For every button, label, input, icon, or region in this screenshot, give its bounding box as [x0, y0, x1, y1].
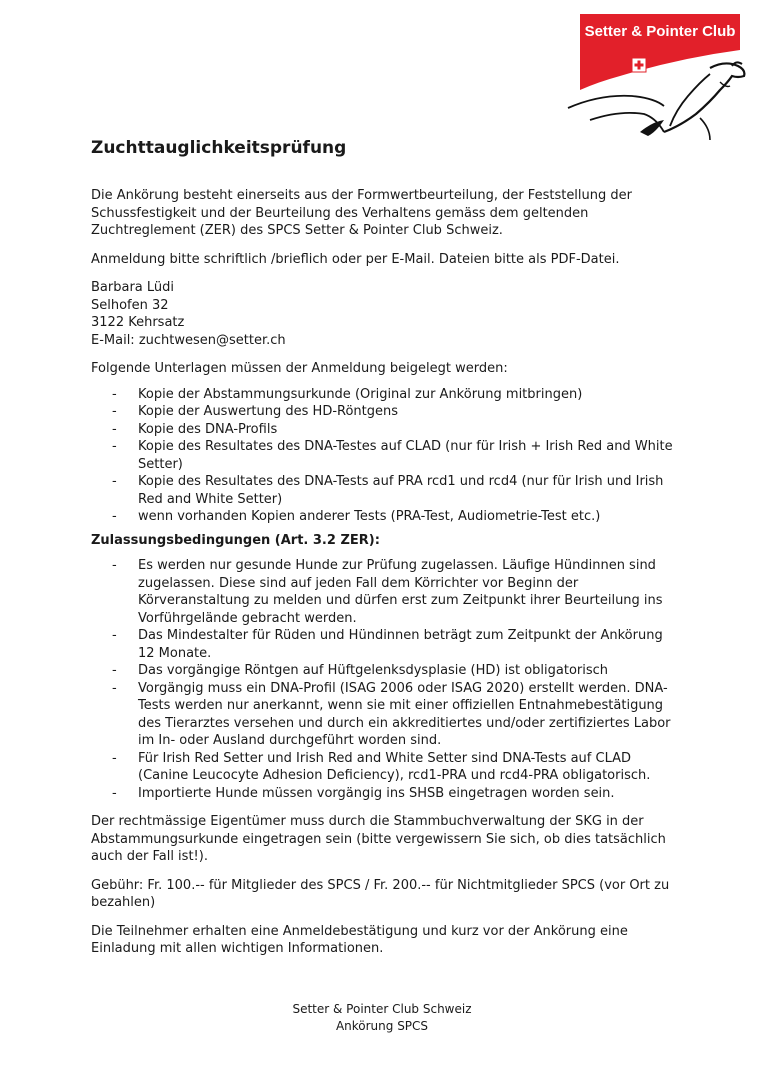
- footer-club-name: Setter & Pointer Club Schweiz: [292, 1002, 472, 1016]
- list-item: - Kopie des Resultates des DNA-Tests auf PRA rcd1 und rcd4 (nur für Irish und Irish Red and White Setter): [91, 473, 681, 508]
- list-item: - Das Mindestalter für Rüden und Hündinnen beträgt zum Zeitpunkt der Ankörung 12 Monate.: [91, 627, 681, 662]
- page-footer: [0, 1001, 764, 1035]
- list-item: - Kopie des DNA-Profils: [91, 421, 681, 439]
- list-item: - Es werden nur gesunde Hunde zur Prüfung zugelassen. Läufige Hündinnen sind zugelassen. Diese sind auf jeden Fall dem Körrichter vor Beginn der Körveranstaltung zu melden und dürfen erst zum Zeitpunkt ihrer Beurteilung ins Vorführgelände gebracht werden.: [91, 557, 681, 627]
- setter-dog-logo-icon: [560, 10, 760, 150]
- list-item: - Kopie des Resultates des DNA-Testes auf CLAD (nur für Irish + Irish Red and White Setter): [91, 438, 681, 473]
- list-item: - Importierte Hunde müssen vorgängig ins SHSB eingetragen worden sein.: [91, 785, 681, 803]
- club-logo: [560, 10, 760, 150]
- confirmation-paragraph: Die Teilnehmer erhalten eine Anmeldebestätigung und kurz vor der Ankörung eine Einladung mit allen wichtigen Informationen.: [91, 923, 628, 956]
- footer-subtitle: Ankörung SPCS: [335, 1019, 429, 1033]
- documents-list: [91, 386, 681, 526]
- list-item: - Vorgängig muss ein DNA-Profil (ISAG 2006 oder ISAG 2020) erstellt werden. DNA-Tests werden nur anerkannt, wenn sie mit einer offiziellen Entnahmebestätigung des Tierarztes versehen und durch ein akkreditiertes und/oder zertifiziertes Labor im In- oder Ausland durchgeführt worden sind.: [91, 680, 681, 750]
- contact-email: E-Mail: zuchtwesen@setter.ch: [91, 332, 286, 348]
- documents-intro: Folgende Unterlagen müssen der Anmeldung beigelegt werden:: [91, 361, 508, 376]
- fee-paragraph: Gebühr: Fr. 100.-- für Mitglieder des SPCS / Fr. 200.-- für Nichtmitglieder SPCS (vor Ort zu bezahlen): [91, 877, 670, 910]
- logo-text: Setter & Pointer Club: [584, 23, 736, 40]
- document-body: [91, 137, 681, 958]
- contact-city: 3122 Kehrsatz: [91, 315, 185, 330]
- list-item: - wenn vorhanden Kopien anderer Tests (PRA-Test, Audiometrie-Test etc.): [91, 508, 681, 526]
- page-title: Zuchttauglichkeitsprüfung: [91, 138, 347, 158]
- registration-paragraph: Anmeldung bitte schriftlich /brieflich oder per E-Mail. Dateien bitte als PDF-Datei.: [91, 251, 620, 267]
- list-item: - Kopie der Abstammungsurkunde (Original zur Ankörung mitbringen): [91, 386, 681, 404]
- owner-note: Der rechtmässige Eigentümer muss durch die Stammbuchverwaltung der SKG in der Abstammungsurkunde eingetragen sein (bitte vergewissern Sie sich, ob dies tatsächlich auch der Fall ist!).: [91, 814, 666, 864]
- contact-address: [91, 279, 681, 349]
- intro-paragraph: Die Ankörung besteht einerseits aus der Formwertbeurteilung, der Feststellung der Schussfestigkeit und der Beurteilung des Verhaltens gemäss dem geltenden Zuchtreglement (ZER) des SPCS Setter & Pointer Club Schweiz.: [91, 188, 632, 238]
- list-item: - Das vorgängige Röntgen auf Hüftgelenksdysplasie (HD) ist obligatorisch: [91, 662, 681, 680]
- contact-street: Selhofen 32: [91, 297, 169, 313]
- conditions-list: [91, 557, 681, 802]
- list-item: - Für Irish Red Setter und Irish Red and White Setter sind DNA-Tests auf CLAD (Canine Leucocyte Adhesion Deficiency), rcd1-PRA und rcd4-PRA obligatorisch.: [91, 750, 681, 785]
- list-item: - Kopie der Auswertung des HD-Röntgens: [91, 403, 681, 421]
- conditions-heading: Zulassungsbedingungen (Art. 3.2 ZER):: [91, 532, 380, 548]
- contact-name: Barbara Lüdi: [91, 280, 175, 295]
